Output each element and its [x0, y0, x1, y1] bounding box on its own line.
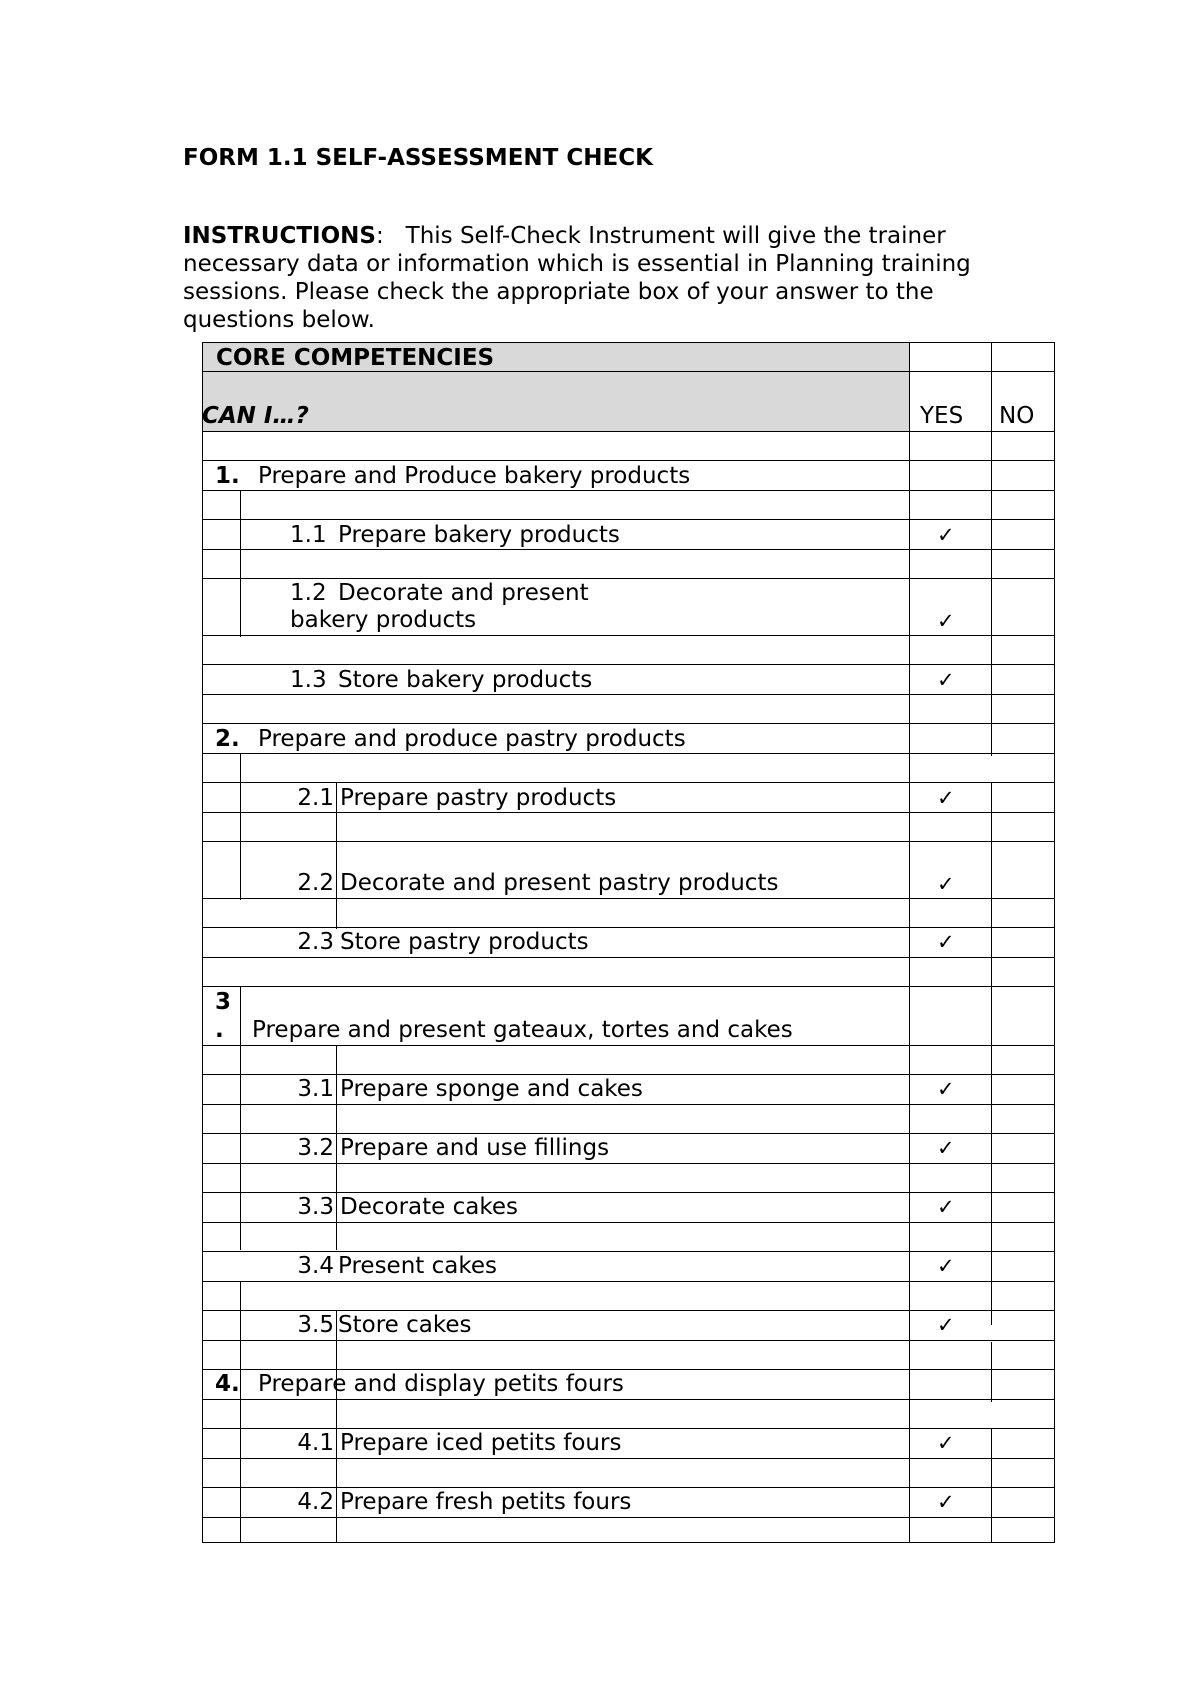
- section-number: 1.: [215, 463, 240, 489]
- section-title: Prepare and Produce bakery products: [258, 463, 691, 489]
- yes-check-mark: ✓: [937, 930, 955, 954]
- yes-check-mark: ✓: [937, 1490, 955, 1514]
- item-code: 4.1: [297, 1430, 334, 1456]
- item-code: 2.2: [297, 870, 334, 896]
- item-code: 1.2: [290, 580, 327, 606]
- yes-check-mark: ✓: [937, 1313, 955, 1337]
- item-code: 3.1: [297, 1076, 334, 1102]
- item-code: 4.2: [297, 1489, 334, 1515]
- yes-check-mark: ✓: [937, 1136, 955, 1160]
- item-label: Store bakery products: [338, 667, 593, 693]
- header-title: CORE COMPETENCIES: [216, 345, 495, 371]
- item-code: 3.4: [297, 1253, 334, 1279]
- yes-check-mark: ✓: [937, 1254, 955, 1278]
- item-code: 2.3: [297, 929, 334, 955]
- section-title: Prepare and present gateaux, tortes and cakes: [252, 1017, 793, 1043]
- item-label: Prepare bakery products: [338, 522, 620, 548]
- yes-check-mark: ✓: [937, 1431, 955, 1455]
- yes-check-mark: ✓: [937, 786, 955, 810]
- yes-check-mark: ✓: [937, 523, 955, 547]
- instructions: INSTRUCTIONS: This Self-Check Instrument will give the trainer necessary data or information which is essential in Planning training sessions. Please check the appropriate box of your answer to the questions below.: [183, 223, 971, 333]
- yes-check-mark: ✓: [937, 668, 955, 692]
- yes-check-mark: ✓: [937, 1077, 955, 1101]
- item-label: Decorate cakes: [340, 1194, 518, 1220]
- item-code: 3.2: [297, 1135, 334, 1161]
- item-label: Present cakes: [338, 1253, 497, 1279]
- can-i-label: CAN I…?: [202, 403, 309, 429]
- yes-column-label: YES: [920, 403, 964, 429]
- no-column-label: NO: [999, 403, 1035, 429]
- item-code: 3.3: [297, 1194, 334, 1220]
- item-code: 3.5: [297, 1312, 334, 1338]
- item-label-line2: bakery products: [290, 607, 477, 633]
- item-label: Prepare pastry products: [340, 785, 617, 811]
- item-label: Decorate and present pastry products: [340, 870, 779, 896]
- item-code: 1.3: [290, 667, 327, 693]
- item-label: Prepare sponge and cakes: [340, 1076, 643, 1102]
- yes-check-mark: ✓: [937, 872, 955, 896]
- yes-check-mark: ✓: [937, 609, 955, 633]
- yes-check-mark: ✓: [937, 1195, 955, 1219]
- section-number: 3: [215, 989, 232, 1015]
- item-label: Store pastry products: [340, 929, 589, 955]
- item-label: Prepare fresh petits fours: [340, 1489, 632, 1515]
- item-code: 1.1: [290, 522, 327, 548]
- section-number: 2.: [215, 726, 240, 752]
- section-title: Prepare and produce pastry products: [258, 726, 686, 752]
- item-label: Store cakes: [338, 1312, 472, 1338]
- item-label: Decorate and present: [338, 580, 589, 606]
- section-number-dot: .: [215, 1017, 224, 1043]
- instructions-text: This Self-Check Instrument will give the trainer necessary data or information which is essential in Planning training sessions. Please check the appropriate box of your answer to the questions below.: [183, 223, 971, 333]
- item-label: Prepare iced petits fours: [340, 1430, 622, 1456]
- section-title: Prepare and display petits fours: [258, 1371, 624, 1397]
- item-label: Prepare and use fillings: [340, 1135, 610, 1161]
- instructions-label: INSTRUCTIONS: [183, 223, 376, 249]
- form-title: FORM 1.1 SELF-ASSESSMENT CHECK: [183, 145, 653, 171]
- competency-table: [202, 342, 1055, 1543]
- section-number: 4.: [215, 1371, 240, 1397]
- item-code: 2.1: [297, 785, 334, 811]
